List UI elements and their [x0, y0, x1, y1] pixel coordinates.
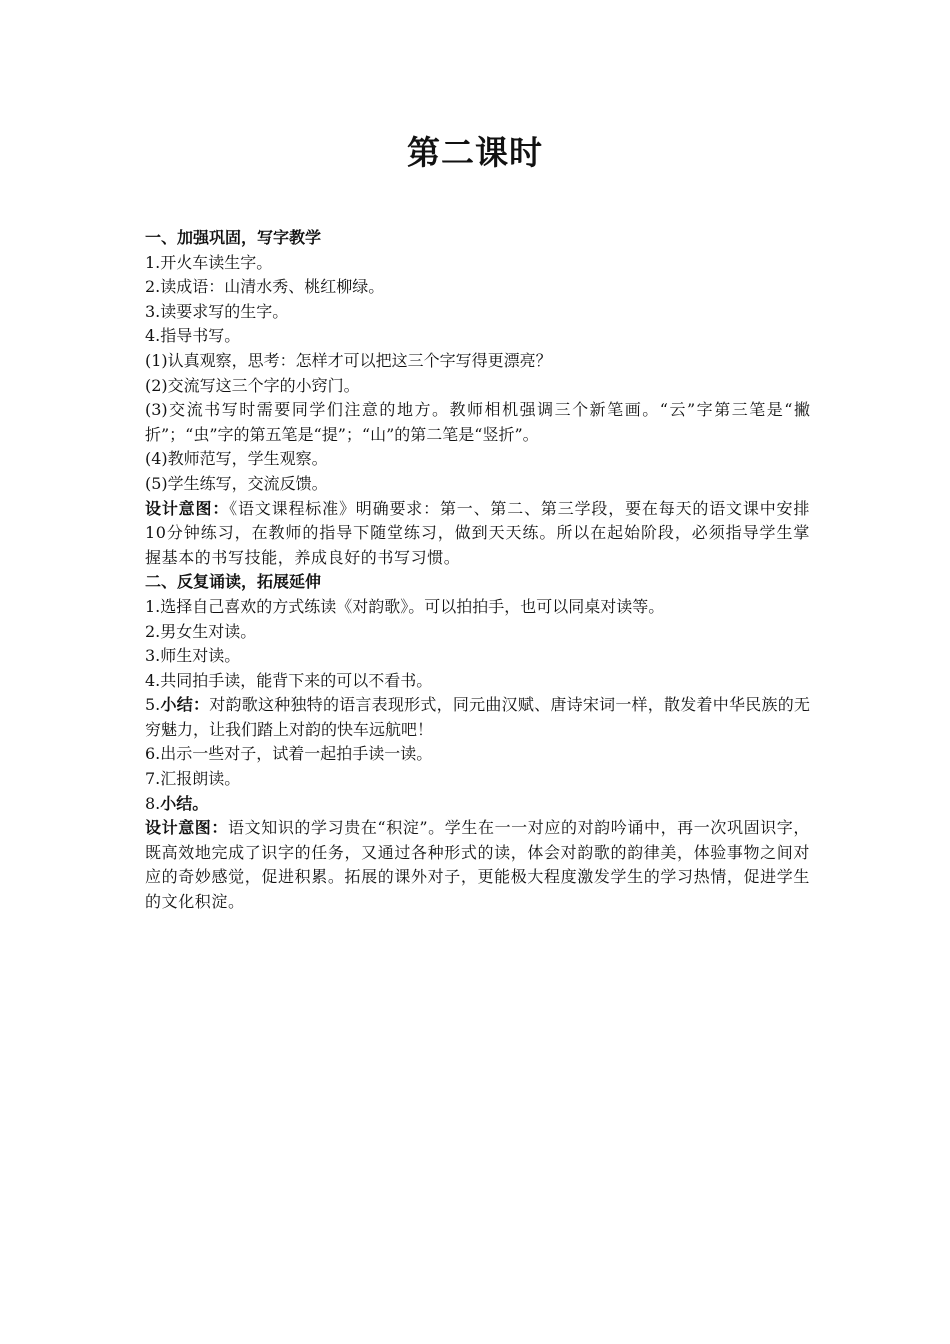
list-item: 3.读要求写的生字。: [145, 301, 289, 321]
list-item: [145, 792, 810, 817]
document-body: [145, 226, 810, 915]
section-heading-2: 二、反复诵读，拓展延伸: [145, 572, 322, 592]
list-item: (2)交流写这三个字的小窍门。: [145, 375, 360, 395]
list-item: (5)学生练写，交流反馈。: [145, 473, 328, 493]
list-item: (4)教师范写，学生观察。: [145, 449, 328, 469]
list-item: 4.指导书写。: [145, 326, 241, 346]
item-number: 5.: [145, 695, 161, 715]
list-item: 2.读成语：山清水秀、桃红柳绿。: [145, 277, 385, 297]
list-item: 1.选择自己喜欢的方式练读《对韵歌》。可以拍拍手，也可以同桌对读等。: [145, 596, 665, 616]
list-item: 3.师生对读。: [145, 646, 241, 666]
list-item: 7.汇报朗读。: [145, 769, 241, 789]
list-item: 1.开火车读生字。: [145, 252, 273, 272]
summary-label: 小结。: [160, 793, 209, 813]
section-heading-1: 一、加强巩固，写字教学: [145, 228, 322, 247]
list-item: (3)交流书写时需要同学们注意的地方。教师相机强调三个新笔画。“云”字第三笔是“撇折”；“虫”字的第五笔是“提”；“山”的第二笔是“竖折”。: [145, 400, 810, 444]
item-number: 8.: [145, 793, 161, 813]
list-item: (1)认真观察，思考：怎样才可以把这三个字写得更漂亮？: [145, 350, 552, 370]
design-intent-text: 语文知识的学习贵在“积淀”。学生在一一对应的对韵吟诵中，再一次巩固识字，既高效地完成了识字的任务，又通过各种形式的读，体会对韵歌的韵律美，体验事物之间对应的奇妙感觉，促进积累。拓展的课外对子，更能极大程度激发学生的学习热情，促进学生的文化积淀。: [145, 818, 810, 912]
list-item: 6.出示一些对子，试着一起拍手读一读。: [145, 744, 433, 764]
design-intent-2: [145, 816, 810, 914]
list-item: 4.共同拍手读，能背下来的可以不看书。: [145, 670, 433, 690]
design-intent-1: [145, 497, 810, 571]
list-item: 2.男女生对读。: [145, 621, 257, 641]
design-intent-text: 《语文课程标准》明确要求：第一、第二、第三学段，要在每天的语文课中安排10分钟练习，在教师的指导下随堂练习，做到天天练。所以在起始阶段，必须指导学生掌握基本的书写技能，养成良好的书写习惯。: [145, 498, 810, 567]
summary-label: 小结：: [160, 695, 210, 715]
page-title: 第二课时: [407, 133, 543, 172]
summary-text: 对韵歌这种独特的语言表现形式，同元曲汉赋、唐诗宋词一样，散发着中华民族的无穷魅力，让我们踏上对韵的快车远航吧！: [145, 695, 810, 739]
list-item: [145, 693, 810, 742]
design-intent-label: 设计意图：: [145, 818, 229, 838]
design-intent-label: 设计意图：: [145, 498, 230, 518]
